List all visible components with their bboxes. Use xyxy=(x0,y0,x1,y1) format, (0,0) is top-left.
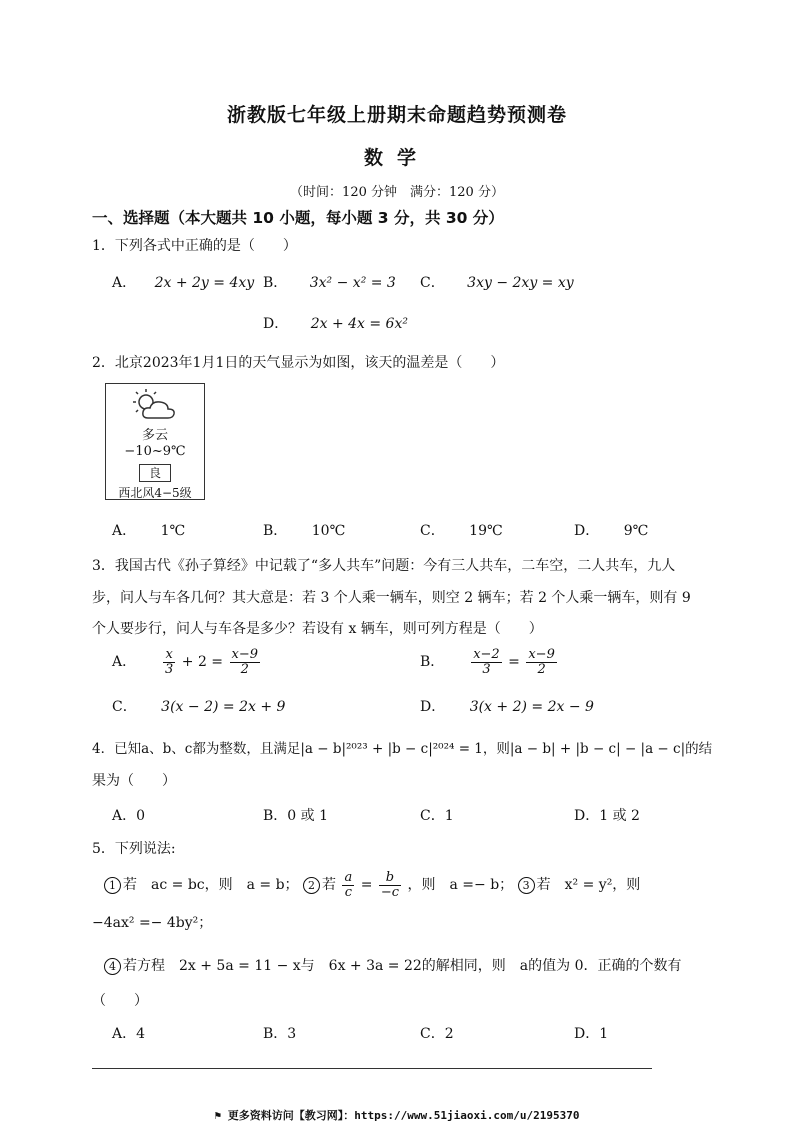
option-label: B． xyxy=(263,1026,288,1042)
q4-option-d xyxy=(574,805,640,825)
q1-option-c xyxy=(420,272,574,292)
q5-option-c xyxy=(420,1023,454,1043)
operator: + 2 = xyxy=(181,654,224,671)
footer-divider xyxy=(92,1068,652,1069)
option-label: B． xyxy=(263,808,288,824)
q1-option-b xyxy=(263,272,396,292)
q2-option-d xyxy=(574,520,648,540)
option-expr: 2 xyxy=(444,1026,454,1042)
weather-wind: 西北风4−5级 xyxy=(118,486,192,500)
option-label: A． xyxy=(112,654,137,671)
q1-option-d xyxy=(263,313,408,333)
q5-stem: 5．下列说法: xyxy=(92,841,176,857)
q5-paren: （ ） xyxy=(92,993,148,1009)
option-label: D． xyxy=(574,523,600,539)
q3-line-1: 3．我国古代《孙子算经》中记载了“多人共车”问题：今有三人共车，二车空，二人共车，九人 xyxy=(92,558,676,574)
option-label: C． xyxy=(420,275,445,291)
weather-temperature: −10~9℃ xyxy=(124,444,186,459)
q3-line-2: 步，问人与车各几何？其大意是：若 3 个人乘一辆车，则空 2 辆车；若 2 个人乘一辆车，则有 9 xyxy=(92,590,691,606)
footer-link[interactable] xyxy=(0,1107,794,1123)
circled-number: 4 xyxy=(104,958,121,975)
q5-option-b xyxy=(263,1023,296,1043)
operator: = xyxy=(360,877,373,894)
statement-3: 若 x² = y²，则 xyxy=(536,877,641,894)
circled-number: 2 xyxy=(303,877,320,894)
q2-option-b xyxy=(263,520,345,540)
option-expr: 19℃ xyxy=(469,523,503,539)
statement-1: 若 ac = bc，则 a = b； xyxy=(123,877,299,894)
circled-number: 3 xyxy=(518,877,535,894)
option-expr: 4 xyxy=(136,1026,146,1042)
option-label: A． xyxy=(112,523,137,539)
fraction: $\frac{b}{-c}$ xyxy=(380,870,400,900)
time-info: （时间：120 分钟 满分：120 分） xyxy=(290,185,504,200)
option-expr: 3xy − 2xy = xy xyxy=(467,275,574,291)
weather-card xyxy=(105,383,205,500)
option-label: C． xyxy=(420,1026,445,1042)
option-expr: 1 或 2 xyxy=(599,808,640,824)
q1-stem: 1．下列各式中正确的是（ ） xyxy=(92,238,297,254)
q3-line-3: 个人要步行，问人与车各是多少？若设有 x 辆车，则可列方程是（ ） xyxy=(92,621,543,637)
weather-condition: 多云 xyxy=(141,428,168,443)
q4-line-1: 4．已知a、b、c都为整数，且满足|a − b|²⁰²³ + |b − c|²⁰²⁴ = 1，则|a − b| + |b − c| − |a − c|的结 xyxy=(92,741,713,757)
option-label: C． xyxy=(420,523,445,539)
fraction: $\frac{x-9}{2}$ xyxy=(231,647,258,677)
option-label: D． xyxy=(574,808,600,824)
q3-option-d xyxy=(420,696,594,716)
option-label: C． xyxy=(112,699,137,715)
option-label: D． xyxy=(263,316,289,332)
q3-option-b xyxy=(420,648,559,676)
q5-option-d xyxy=(574,1023,608,1043)
fraction: $\frac{a}{c}$ xyxy=(344,870,353,900)
q3-option-a xyxy=(112,648,262,676)
q2-option-a xyxy=(112,520,185,540)
option-expr: 3(x − 2) = 2x + 9 xyxy=(161,699,286,715)
q5-option-a xyxy=(112,1023,145,1043)
q5-statements-line-1 xyxy=(104,871,640,899)
q2-stem: 2．北京2023年1月1日的天气显示为如图，该天的温差是（ ） xyxy=(92,355,505,371)
option-label: C． xyxy=(420,808,445,824)
option-expr: 3(x + 2) = 2x − 9 xyxy=(469,699,594,715)
option-expr: 10℃ xyxy=(311,523,346,539)
q5-line-2: −4ax² =− 4by²； xyxy=(92,915,213,931)
option-expr: 1 xyxy=(599,1026,609,1042)
option-label: B． xyxy=(420,654,445,671)
statement-2-suffix: ，则 a =− b； xyxy=(407,877,514,894)
q1-option-a xyxy=(112,272,254,292)
section-heading: 一、选择题（本大题共 10 小题，每小题 3 分，共 30 分） xyxy=(92,209,504,227)
operator: = xyxy=(508,654,520,671)
option-label: A． xyxy=(112,1026,137,1042)
option-label: B． xyxy=(263,523,288,539)
q2-option-c xyxy=(420,520,503,540)
option-expr: 0 或 1 xyxy=(287,808,329,824)
page-title: 浙教版七年级上册期末命题趋势预测卷 xyxy=(226,104,567,126)
q3-option-c xyxy=(112,696,285,716)
footer-text: 更多资料访问【教习网】：https://www.51jiaoxi.com/u/2195370 xyxy=(227,1109,580,1122)
option-label: A． xyxy=(112,808,137,824)
option-label: B． xyxy=(263,275,288,291)
option-expr: 2x + 4x = 6x² xyxy=(310,316,408,332)
option-expr: 9℃ xyxy=(623,523,649,539)
option-label: D． xyxy=(574,1026,600,1042)
option-expr: 3 xyxy=(287,1026,297,1042)
q5-statement-4 xyxy=(104,955,682,975)
statement-2-prefix: 若 xyxy=(322,877,337,894)
circled-number: 1 xyxy=(104,877,121,894)
option-expr: 1℃ xyxy=(160,523,186,539)
statement-4: 若方程 2x + 5a = 11 − x与 6x + 3a = 22的解相同，则 a的值为 0．正确的个数有 xyxy=(123,958,682,974)
q4-option-a xyxy=(112,805,145,825)
option-expr: 0 xyxy=(136,808,146,824)
fraction: $\frac{x}{3}$ xyxy=(165,647,174,677)
fraction: $\frac{x-2}{3}$ xyxy=(473,647,500,677)
option-expr: 2x + 2y = 4xy xyxy=(154,275,255,291)
air-quality-badge: 良 xyxy=(139,464,171,482)
fraction: $\frac{x-9}{2}$ xyxy=(528,647,555,677)
q4-option-b xyxy=(263,805,328,825)
option-label: D． xyxy=(420,699,446,715)
q4-option-c xyxy=(420,805,454,825)
subject-title: 数学 xyxy=(363,147,430,169)
flag-icon: ⚑ xyxy=(214,1109,228,1122)
sun-cloud-icon xyxy=(128,388,184,422)
option-expr: 1 xyxy=(444,808,454,824)
option-label: A． xyxy=(112,275,137,291)
q4-line-2: 果为（ ） xyxy=(92,773,176,789)
option-expr: 3x² − x² = 3 xyxy=(309,275,396,291)
